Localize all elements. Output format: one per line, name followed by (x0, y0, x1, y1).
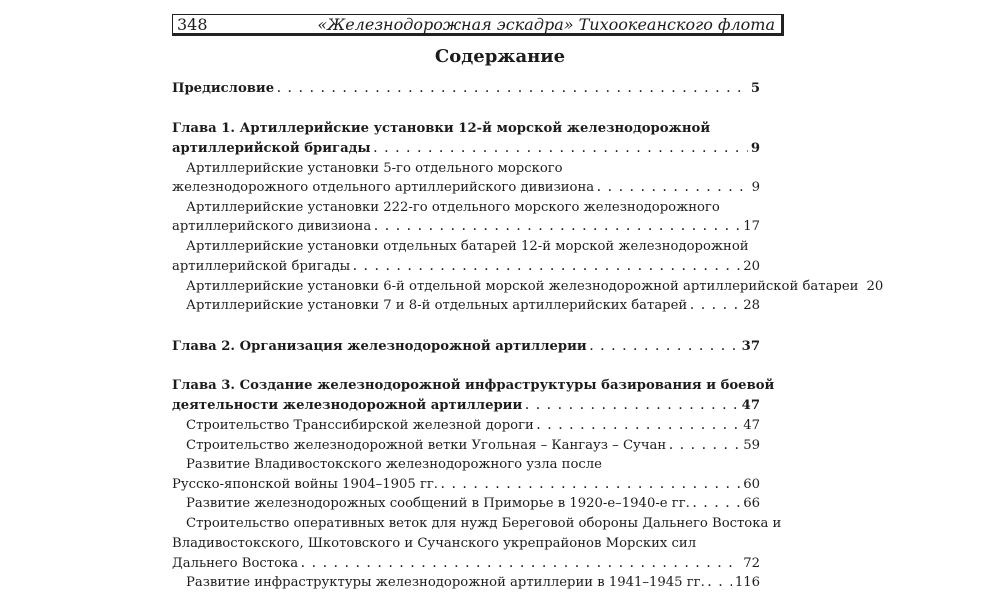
toc-page-number: 20 (866, 279, 884, 294)
toc-section-1-1-line1: Артиллерийские установки 5-го отдельного морского (186, 161, 563, 176)
toc-entry-text: Предисловие (172, 81, 275, 96)
toc-entry-text: деятельности железнодорожной артиллерии (172, 398, 523, 413)
toc-entry-text: Дальнего Востока (172, 556, 299, 571)
dot-leader (374, 140, 748, 159)
toc-section-3-5-line1: Строительство оперативных веток для нужд Береговой обороны Дальнего Востока и (186, 516, 782, 531)
dot-leader (590, 338, 739, 357)
dot-leader (277, 80, 748, 99)
toc-entry-section-1-4[interactable] (186, 278, 884, 297)
dot-leader (374, 218, 740, 237)
dot-leader (597, 179, 748, 198)
toc-entry-text: Артиллерийские установки 6-й отдельной морской железнодорожной артиллерийской батареи (186, 279, 859, 294)
dot-leader (353, 258, 740, 277)
toc-entry-section-3-5[interactable] (172, 555, 760, 574)
toc-entry-text: Русско-японской войны 1904–1905 гг. (172, 477, 438, 492)
toc-page-number: 47 (741, 398, 760, 413)
toc-chapter-3-line1: Глава 3. Создание железнодорожной инфраструктуры базирования и боевой (172, 378, 775, 393)
toc-page-number: 66 (743, 496, 760, 511)
toc-entry-text: артиллерийской бригады (172, 141, 371, 156)
toc-entry-section-3-1[interactable] (186, 417, 760, 436)
toc-entry-text: Строительство Транссибирской железной дороги (186, 418, 534, 433)
toc-page-number: 5 (750, 81, 760, 96)
toc-section-1-3-line1: Артиллерийские установки отдельных батарей 12-й морской железнодорожной (186, 239, 749, 254)
toc-page-number: 17 (743, 219, 760, 234)
toc-entry-text: Глава 2. Организация железнодорожной артиллерии (172, 339, 587, 354)
toc-entry-section-3-3[interactable] (172, 476, 760, 495)
toc-entry-section-3-6[interactable] (186, 574, 760, 593)
toc-page-number: 116 (734, 575, 760, 590)
toc-page-number: 20 (743, 259, 760, 274)
toc-entry-text: артиллерийской бригады (172, 259, 351, 274)
toc-entry-section-3-4[interactable] (186, 495, 760, 514)
toc-section-3-3-line1: Развитие Владивостокского железнодорожного узла после (186, 457, 602, 472)
toc-entry-chapter-2[interactable] (172, 338, 760, 357)
dot-leader (525, 397, 738, 416)
toc-entry-section-1-1[interactable] (172, 179, 760, 198)
dot-leader (669, 437, 740, 456)
toc-entry-section-3-2[interactable] (186, 437, 760, 456)
dot-leader (441, 476, 740, 495)
toc-entry-text: Развитие инфраструктуры железнодорожной артиллерии в 1941–1945 гг. (186, 575, 705, 590)
toc-entry-section-1-2[interactable] (172, 218, 760, 237)
toc-entry-section-1-5[interactable] (186, 297, 760, 316)
toc-entry-text: железнодорожного отдельного артиллерийского дивизиона (172, 180, 595, 195)
page-number: 348 (177, 15, 208, 34)
toc-entry-text: Строительство железнодорожной ветки Угольная – Кангауз – Сучан (186, 438, 667, 453)
toc-page-number: 59 (743, 438, 760, 453)
dot-leader (708, 574, 732, 593)
toc-entry-preface[interactable] (172, 80, 760, 99)
toc-entry-text: Развитие железнодорожных сообщений в Приморье в 1920-е–1940-е гг. (186, 496, 690, 511)
toc-page-number: 72 (743, 556, 760, 571)
toc-page-number: 60 (743, 477, 760, 492)
toc-page-number: 9 (750, 141, 760, 156)
toc-page-number: 47 (743, 418, 760, 433)
toc-chapter-1-line1: Глава 1. Артиллерийские установки 12-й морской железнодорожной (172, 121, 711, 136)
dot-leader (301, 555, 740, 574)
dot-leader (537, 417, 740, 436)
running-title: «Железнодорожная эскадра» Тихоокеанского флота (317, 15, 775, 34)
toc-page-number: 28 (743, 298, 760, 313)
toc-entry-chapter-1[interactable] (172, 140, 760, 159)
toc-section-1-2-line1: Артиллерийские установки 222-го отдельного морского железнодорожного (186, 200, 720, 215)
toc-section-3-5-line2: Владивостокского, Шкотовского и Сучанского укрепрайонов Морских сил (172, 536, 697, 551)
toc-entry-text: Артиллерийские установки 7 и 8-й отдельных артиллерийских батарей (186, 298, 688, 313)
toc-entry-section-1-3[interactable] (172, 258, 760, 277)
dot-leader (693, 495, 740, 514)
toc-page-number: 9 (751, 180, 760, 195)
dot-leader (690, 297, 740, 316)
toc-entry-text: артиллерийского дивизиона (172, 219, 372, 234)
toc-entry-chapter-3[interactable] (172, 397, 760, 416)
page-title: Содержание (434, 46, 566, 67)
toc-page-number: 37 (741, 339, 760, 354)
